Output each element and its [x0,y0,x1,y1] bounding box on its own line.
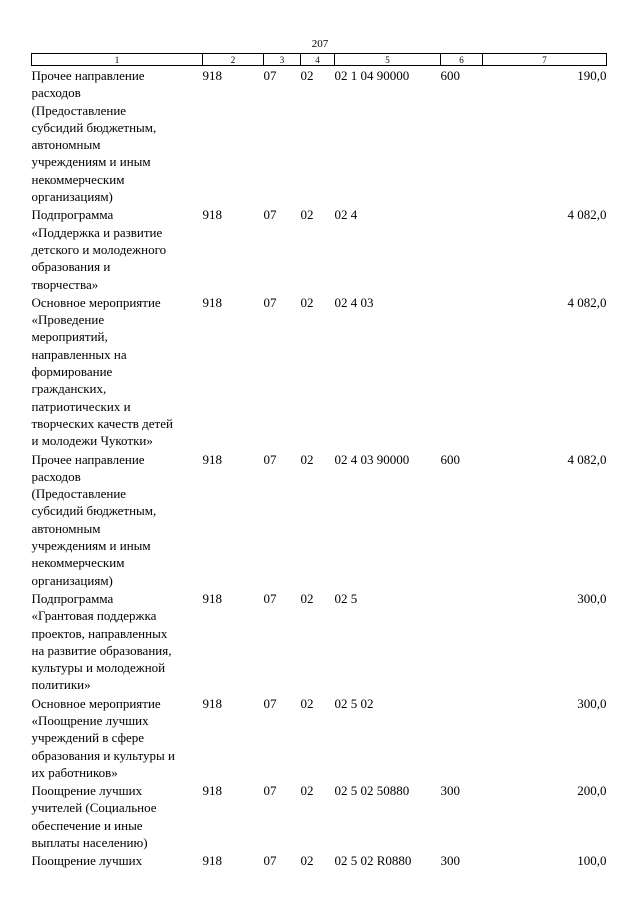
expense-type-code [441,589,483,694]
row-name [32,589,203,694]
row-name-line: «Поддержка и развитие [31,224,163,240]
expense-type-code [441,694,483,781]
ministry-code: 918 [202,68,222,83]
row-name-line: учителей (Социальное [31,800,157,816]
ministry-code: 918 [202,207,222,223]
row-name-line: гражданских, [31,381,107,397]
row-name-line: учреждений в сфере [31,730,145,746]
subsection-code: 02 [300,783,314,799]
section-code: 07 [263,695,277,711]
row-name-line: Прочее направление [31,68,145,83]
section-code: 07 [263,294,277,310]
table-row [32,293,607,450]
amount: 200,0 [577,783,607,799]
row-name-line: (Предоставление [31,102,127,118]
table-row [32,694,607,781]
expense-type-code: 300 [440,853,460,869]
row-name-line: «Грантовая поддержка [31,608,157,624]
table-row [32,781,607,851]
row-name-line: Поощрение лучших [31,783,143,799]
target-article-code: 02 5 02 [334,695,374,711]
subsection-code: 02 [300,590,314,606]
row-name-line: образования и [31,259,111,275]
row-name-line: обеспечение и иные [31,817,143,833]
target-article-code: 02 5 02 50880 [334,783,410,799]
row-name [32,205,203,292]
row-name-line: расходов [31,85,81,101]
ministry-code: 918 [202,294,222,310]
row-name-line: учреждениям и иным [31,154,151,170]
row-name-line: субсидий бюджетным, [31,503,157,519]
subsection-code: 02 [300,207,314,223]
row-name-line: Подпрограмма [31,590,114,606]
subsection-code: 02 [300,68,314,83]
section-code: 07 [263,590,277,606]
row-name-line: формирование [31,364,113,380]
row-name-line: направленных на [31,346,127,362]
row-name-line: автономным [31,520,101,536]
row-name-line: Прочее направление [31,451,145,467]
row-name-line: некоммерческим [31,171,125,187]
row-name-line: «Поощрение лучших [31,712,149,728]
row-name-line: Основное мероприятие [31,695,161,711]
row-name-line: автономным [31,137,101,153]
row-name-line: Подпрограмма [31,207,114,223]
row-name [32,851,203,869]
table-row [32,450,607,589]
ministry-code: 918 [202,451,222,467]
row-name [32,450,203,589]
expense-type-code: 600 [440,451,460,467]
column-header: 5 [335,54,441,66]
subsection-code: 02 [300,695,314,711]
column-header: 4 [301,54,335,66]
amount: 190,0 [577,68,607,83]
column-header: 1 [32,54,203,66]
target-article-code: 02 5 [334,590,358,606]
row-name-line: организациям) [31,189,113,205]
expense-type-code [441,205,483,292]
row-name-line: (Предоставление [31,486,127,502]
row-name-line: организациям) [31,572,113,588]
row-name-line: и молодежи Чукотки» [31,433,153,449]
row-name-line: на развитие образования, [31,642,172,658]
row-name-line: некоммерческим [31,555,125,571]
amount: 4 082,0 [567,294,607,310]
table-row [32,589,607,694]
expense-type-code: 600 [440,68,460,83]
amount: 100,0 [577,853,607,869]
subsection-code: 02 [300,294,314,310]
table-row [32,66,607,206]
row-name-line: их работников» [31,764,118,780]
amount: 300,0 [577,590,607,606]
section-code: 07 [263,68,277,83]
section-code: 07 [263,451,277,467]
target-article-code: 02 4 03 [334,294,374,310]
subsection-code: 02 [300,451,314,467]
header-row [32,54,607,66]
row-name [32,781,203,851]
row-name [32,66,203,206]
row-name [32,694,203,781]
row-name-line: мероприятий, [31,329,108,345]
row-name-line: образования и культуры и [31,747,175,763]
target-article-code: 02 1 04 90000 [334,68,410,83]
row-name-line: патриотических и [31,398,131,414]
column-header: 7 [483,54,607,66]
table-row [32,851,607,869]
row-name-line: Поощрение лучших [31,853,143,869]
row-name-line: детского и молодежного [31,241,167,257]
table-body [32,66,607,870]
ministry-code: 918 [202,783,222,799]
expense-type-code [441,293,483,450]
row-name-line: субсидий бюджетным, [31,119,157,135]
row-name-line: политики» [31,677,91,693]
target-article-code: 02 5 02 R0880 [334,853,412,869]
section-code: 07 [263,207,277,223]
row-name-line: творчества» [31,276,99,292]
target-article-code: 02 4 03 90000 [334,451,410,467]
row-name-line: выплаты населению) [31,835,148,851]
section-code: 07 [263,783,277,799]
row-name-line: творческих качеств детей [31,415,173,431]
expense-type-code: 300 [440,783,460,799]
table-row [32,205,607,292]
row-name-line: учреждениям и иным [31,538,151,554]
row-name-line: проектов, направленных [31,625,168,641]
column-header: 6 [441,54,483,66]
column-header: 2 [203,54,264,66]
row-name [32,293,203,450]
amount: 300,0 [577,695,607,711]
column-header: 3 [264,54,301,66]
row-name-line: расходов [31,468,81,484]
ministry-code: 918 [202,695,222,711]
ministry-code: 918 [202,590,222,606]
row-name-line: культуры и молодежной [31,660,166,676]
ministry-code: 918 [202,853,222,869]
section-code: 07 [263,853,277,869]
target-article-code: 02 4 [334,207,358,223]
subsection-code: 02 [300,853,314,869]
row-name-line: «Проведение [31,312,105,328]
amount: 4 082,0 [567,451,607,467]
row-name-line: Основное мероприятие [31,294,161,310]
budget-table [31,53,607,870]
page-number: 207 [311,38,329,50]
amount: 4 082,0 [567,207,607,223]
